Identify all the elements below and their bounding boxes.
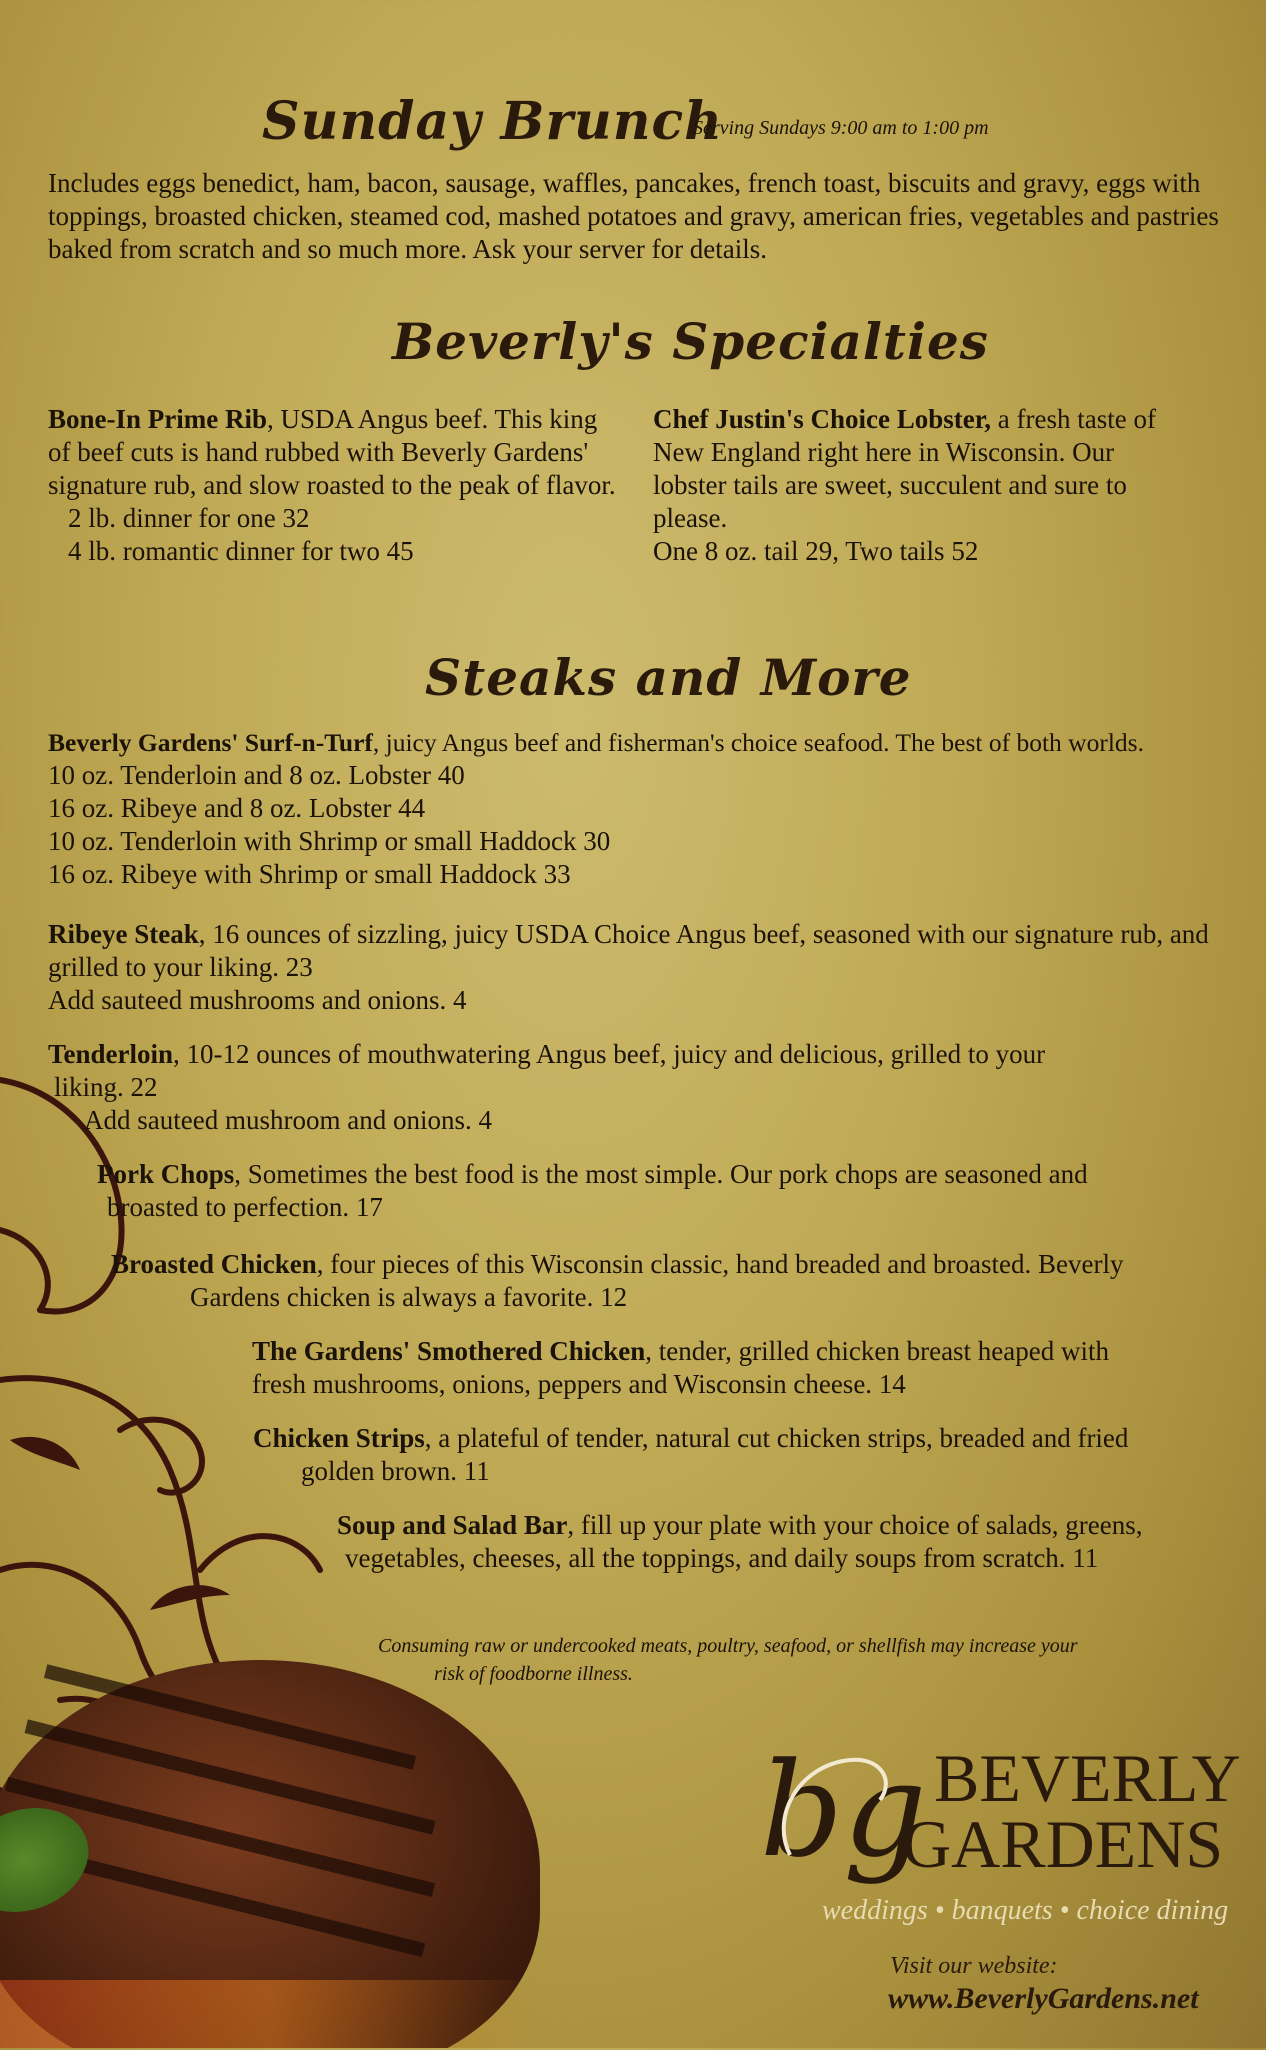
brunch-title: Sunday Brunch — [262, 91, 723, 152]
surf-turf-option-3: 10 oz. Tenderloin with Shrimp or small Haddock 30 — [48, 826, 611, 856]
steak-photo — [0, 1640, 540, 2048]
surf-turf-desc: , juicy Angus beef and fisherman's choice seafood. The best of both worlds. — [372, 728, 1144, 757]
prime-rib-option-2: 4 lb. romantic dinner for two 45 — [68, 536, 414, 566]
ribeye-addon: Add sauteed mushrooms and onions. 4 — [48, 985, 467, 1015]
prime-rib-desc: , USDA Angus beef. This king of beef cuts is hand rubbed with Beverly Gardens' signature rub, and slow roasted to the peak of flavor. — [48, 404, 616, 500]
soup-salad-desc-cont: vegetables, cheeses, all the toppings, and daily soups from scratch. 11 — [345, 1543, 1099, 1573]
logo-monogram: bg — [760, 1734, 927, 1886]
tenderloin-desc: , 10-12 ounces of mouthwatering Angus beef, juicy and delicious, grilled to your — [173, 1039, 1046, 1069]
tenderloin-item — [48, 1038, 1238, 1137]
ribeye-name: Ribeye Steak — [48, 919, 199, 949]
brunch-serving-hours: Serving Sundays 9:00 am to 1:00 pm — [693, 117, 989, 139]
steaks-title: Steaks and More — [425, 648, 912, 707]
disclaimer-line-1: Consuming raw or undercooked meats, poultry, seafood, or shellfish may increase your — [378, 1635, 1078, 1657]
beverly-gardens-logo — [760, 1734, 1241, 1935]
surf-turf-name: Beverly Gardens' Surf-n-Turf — [48, 728, 373, 757]
specialties-title: Beverly's Specialties — [392, 312, 989, 371]
tenderloin-addon: Add sauteed mushroom and onions. 4 — [84, 1105, 492, 1135]
food-safety-disclaimer — [378, 1632, 1178, 1688]
pork-chops-desc-cont: broasted to perfection. 17 — [107, 1192, 383, 1222]
lobster-desc: a fresh taste of New England right here in Wisconsin. Our lobster tails are sweet, succulent and sure to please. — [653, 404, 1156, 533]
smothered-chicken-item — [252, 1335, 1242, 1401]
logo-ring — [770, 1745, 900, 1885]
pork-chops-name: Pork Chops — [97, 1159, 235, 1189]
brunch-description: Includes eggs benedict, ham, bacon, sausage, waffles, pancakes, french toast, biscuits and gravy, eggs with toppings, broasted chicken, steamed cod, mashed potatoes and gravy, american fries, vegetables and pastries baked from scratch and so much more. Ask your server for details. — [48, 168, 1219, 264]
pork-chops-item — [97, 1158, 1237, 1224]
broasted-chicken-desc-cont: Gardens chicken is always a favorite. 12 — [190, 1282, 628, 1312]
ribeye-item — [48, 918, 1228, 1017]
chicken-strips-desc-cont: golden brown. 11 — [301, 1456, 490, 1486]
tenderloin-name: Tenderloin — [48, 1039, 174, 1069]
smothered-chicken-desc-cont: fresh mushrooms, onions, peppers and Wisconsin cheese. 14 — [252, 1369, 906, 1399]
disclaimer-line-2: risk of foodborne illness. — [434, 1663, 633, 1685]
chicken-strips-desc: , a plateful of tender, natural cut chicken strips, breaded and fried — [424, 1423, 1129, 1453]
broasted-chicken-item — [111, 1248, 1241, 1314]
lobster-name: Chef Justin's Choice Lobster, — [653, 404, 992, 434]
chicken-strips-item — [253, 1422, 1248, 1488]
tenderloin-desc-cont: liking. 22 — [54, 1072, 158, 1102]
logo-line-1: BEVERLY — [934, 1740, 1241, 1816]
soup-salad-item — [337, 1509, 1237, 1575]
logo-tagline: weddings • banquets • choice dining — [822, 1895, 1229, 1926]
soup-salad-name: Soup and Salad Bar — [337, 1510, 568, 1540]
smothered-chicken-desc: , tender, grilled chicken breast heaped with — [645, 1336, 1110, 1366]
prime-rib-name: Bone-In Prime Rib — [48, 404, 267, 434]
soup-salad-desc: , fill up your plate with your choice of salads, greens, — [567, 1510, 1143, 1540]
website-label: Visit our website: — [890, 1953, 1058, 1979]
lobster-item — [653, 403, 1193, 568]
broasted-chicken-desc: , four pieces of this Wisconsin classic, hand breaded and broasted. Beverly — [316, 1249, 1124, 1279]
prime-rib-item — [48, 403, 618, 568]
chicken-strips-name: Chicken Strips — [253, 1423, 425, 1453]
broasted-chicken-name: Broasted Chicken — [111, 1249, 317, 1279]
website-link[interactable]: www.BeverlyGardens.net — [888, 1982, 1199, 2015]
surf-turf-item — [48, 726, 1248, 891]
ribeye-desc: , 16 ounces of sizzling, juicy USDA Choice Angus beef, seasoned with our signature rub, and grilled to your liking. 23 — [48, 919, 1209, 982]
surf-turf-option-4: 16 oz. Ribeye with Shrimp or small Haddock 33 — [48, 859, 571, 889]
surf-turf-option-2: 16 oz. Ribeye and 8 oz. Lobster 44 — [48, 793, 426, 823]
pork-chops-desc: , Sometimes the best food is the most simple. Our pork chops are seasoned and — [234, 1159, 1088, 1189]
smothered-chicken-name: The Gardens' Smothered Chicken — [252, 1336, 646, 1366]
logo-line-2: GARDENS — [902, 1806, 1224, 1882]
surf-turf-option-1: 10 oz. Tenderloin and 8 oz. Lobster 40 — [48, 760, 465, 790]
prime-rib-option-1: 2 lb. dinner for one 32 — [68, 503, 310, 533]
lobster-options: One 8 oz. tail 29, Two tails 52 — [653, 536, 979, 566]
